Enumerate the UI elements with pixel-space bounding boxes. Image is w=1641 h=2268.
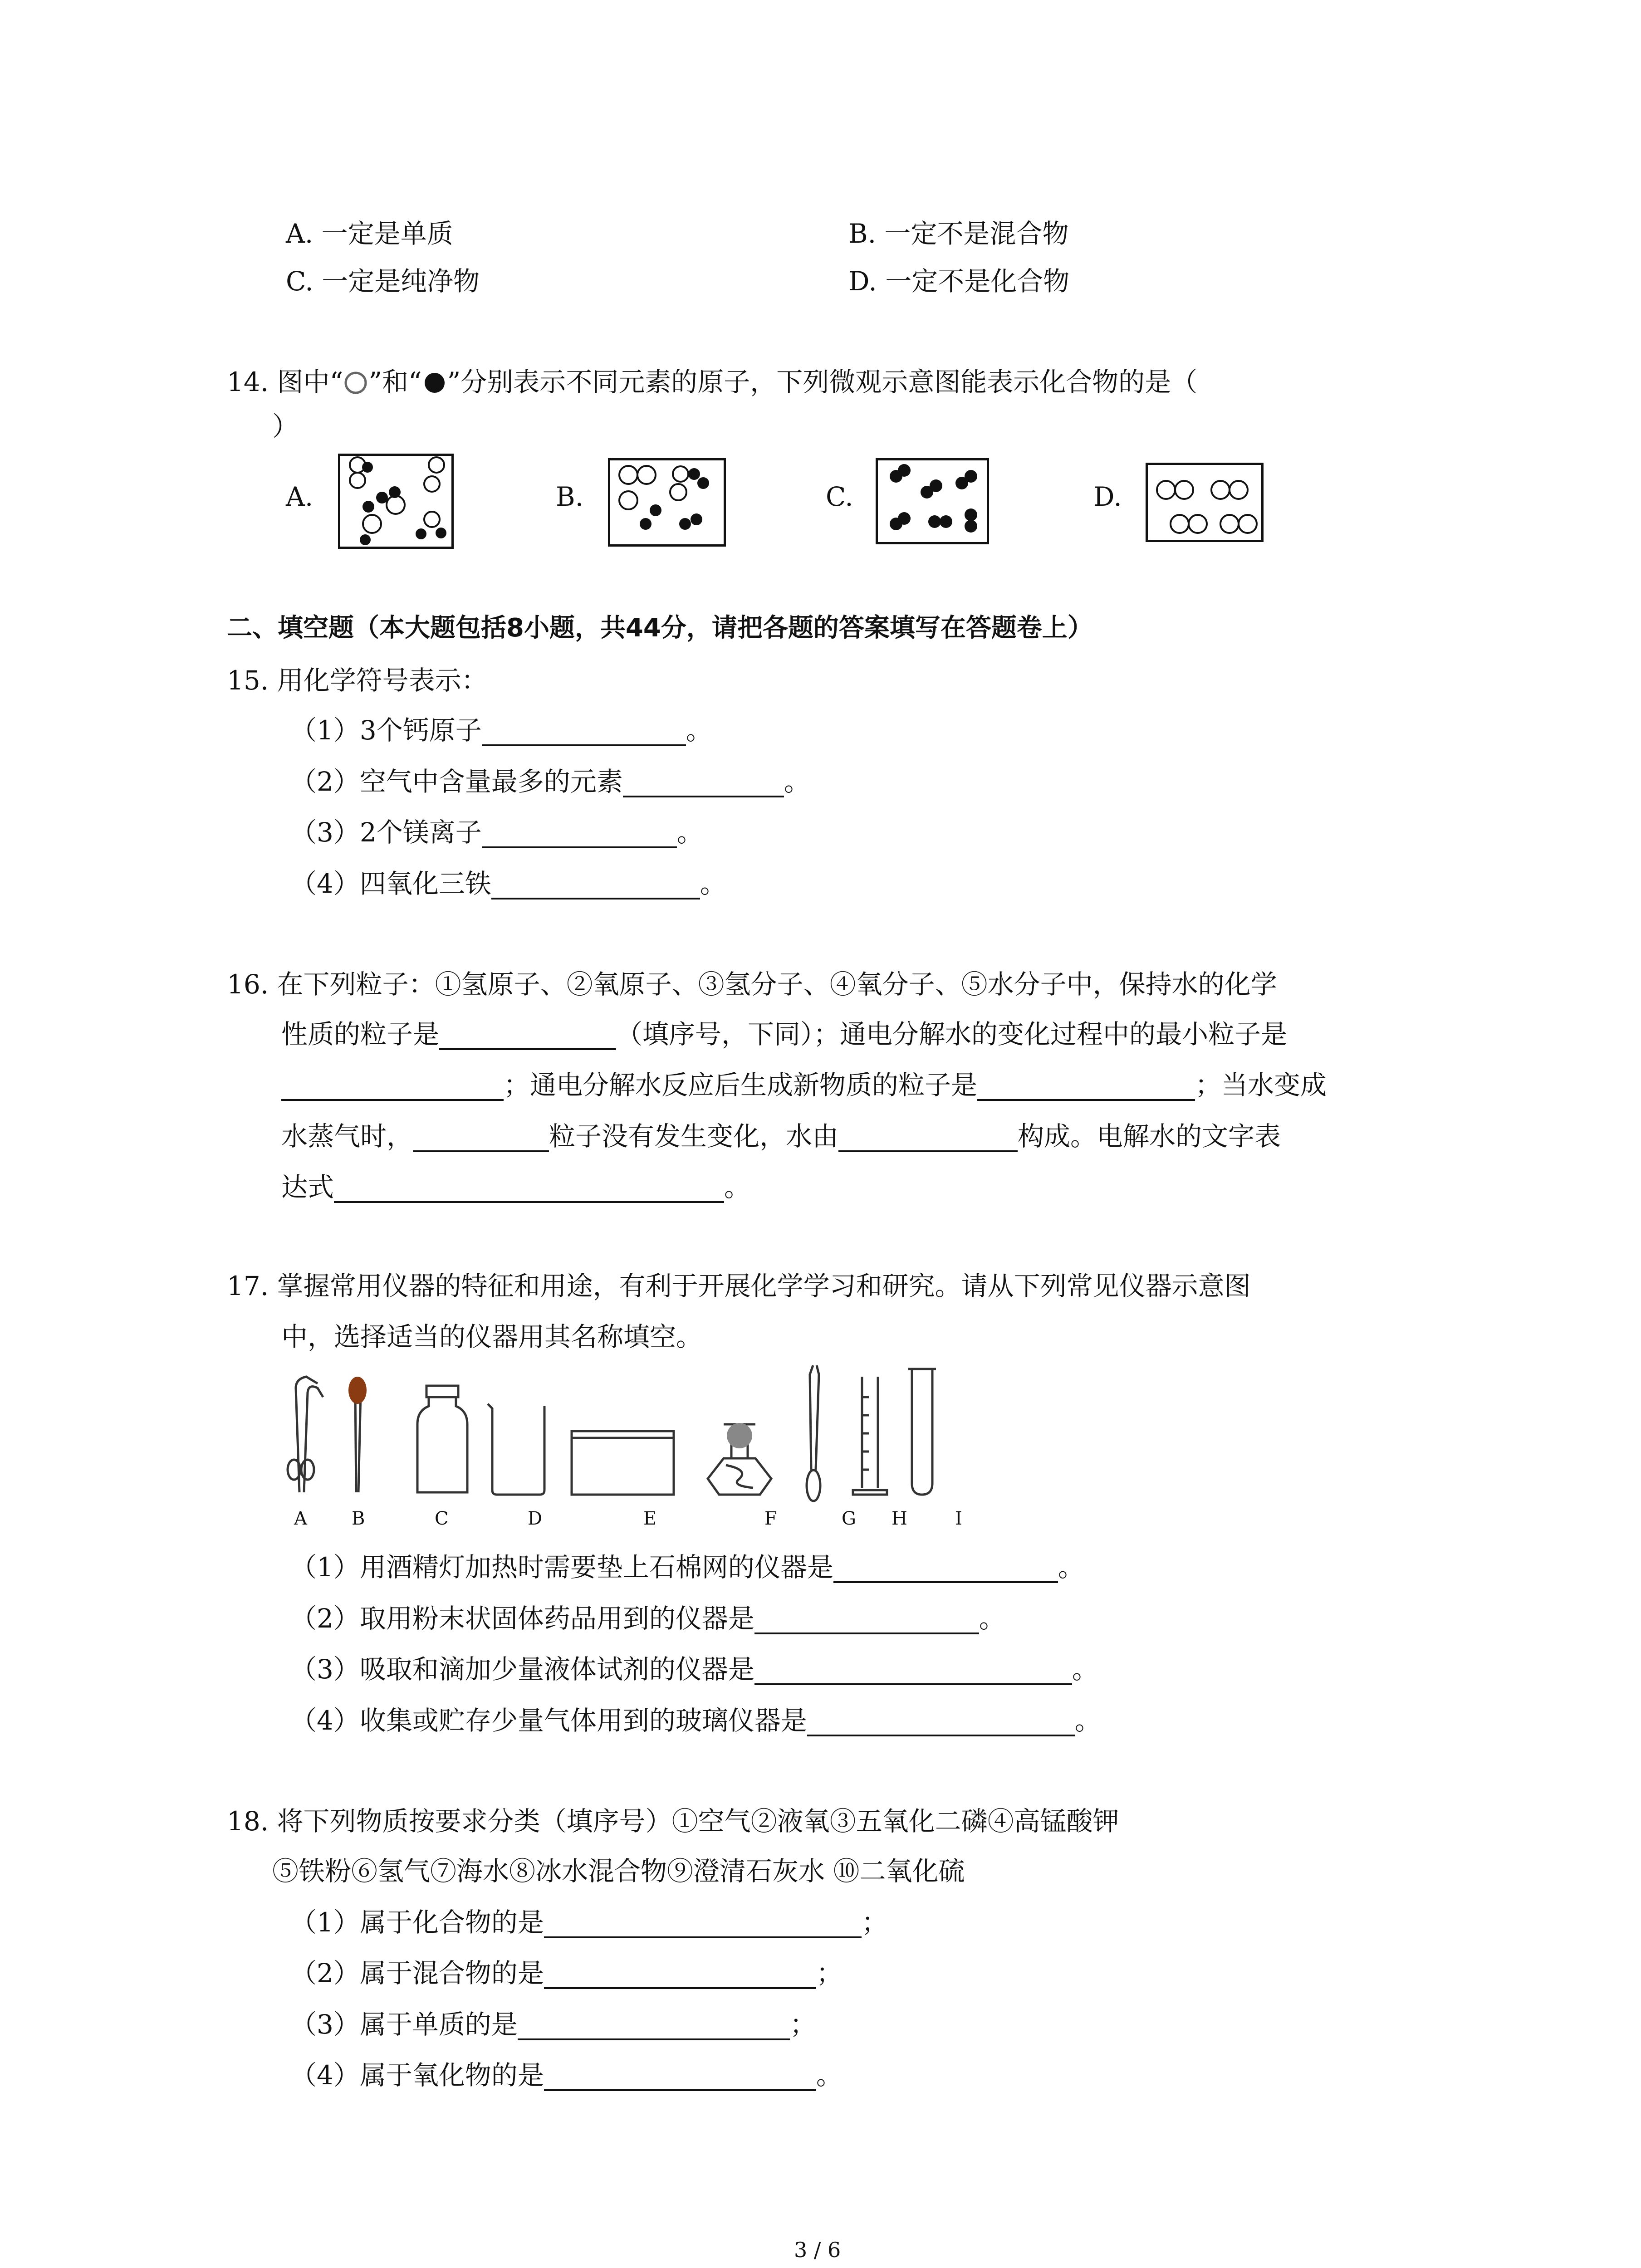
q13-option-d: D. 一定不是化合物 xyxy=(848,266,1070,297)
q17-item-2 xyxy=(290,1603,1005,1634)
q15-item-4-text: （4）四氧化三铁 xyxy=(290,868,491,899)
q15-end-4: 。 xyxy=(700,868,726,899)
q18-blank-3[interactable] xyxy=(518,2012,790,2040)
q16-line-3 xyxy=(281,1069,1327,1101)
q14-stem xyxy=(227,366,1197,398)
q15-blank-1[interactable] xyxy=(482,718,686,746)
q14-stem-part1: 14. 图中“ xyxy=(227,367,343,397)
q18-item-4 xyxy=(290,2059,843,2091)
q16-line-2a: 性质的粒子是 xyxy=(281,1019,440,1050)
q16-line-2b: （填序号，下同）；通电分解水的变化过程中的最小粒子是 xyxy=(616,1019,1288,1050)
instrument-label-c: C xyxy=(435,1508,449,1529)
particles-mixture-b xyxy=(610,460,724,544)
medicine-spoon-icon xyxy=(807,1365,820,1501)
dropper-icon xyxy=(355,1393,361,1492)
q16-blank-6[interactable] xyxy=(334,1175,724,1203)
instrument-label-f: F xyxy=(764,1508,777,1529)
q17-end-2: 。 xyxy=(979,1603,1005,1634)
q17-item-4-text: （4）收集或贮存少量气体用到的玻璃仪器是 xyxy=(290,1705,807,1736)
section-2-heading: 二、填空题（本大题包括8小题，共44分，请把各题的答案填写在答题卷上） xyxy=(227,613,1093,643)
q15-item-2 xyxy=(290,766,810,797)
particles-mixture-a xyxy=(340,456,451,547)
q18-item-1-text: （1）属于化合物的是 xyxy=(290,1907,544,1938)
q14-diagram-b xyxy=(608,458,726,547)
q16-blank-3[interactable] xyxy=(977,1073,1195,1101)
q18-end-1: ； xyxy=(861,1907,888,1938)
instrument-label-g: G xyxy=(842,1508,856,1529)
q16-blank-1[interactable] xyxy=(439,1022,616,1050)
q18-item-3 xyxy=(290,2009,816,2040)
q14-stem-part2: ”和“ xyxy=(368,367,422,397)
q18-item-2-text: （2）属于混合物的是 xyxy=(290,1958,544,1989)
q15-item-4 xyxy=(290,868,726,899)
q18-blank-1[interactable] xyxy=(544,1910,862,1938)
q14-stem-part3: ”分别表示不同元素的原子，下列微观示意图能表示化合物的是（ xyxy=(447,367,1198,397)
q15-blank-2[interactable] xyxy=(623,769,784,797)
q16-line-4a: 水蒸气时， xyxy=(281,1121,413,1152)
q17-item-3-text: （3）吸取和滴加少量液体试剂的仪器是 xyxy=(290,1654,754,1685)
q16-line-4b: 粒子没有发生变化，水由 xyxy=(549,1121,839,1152)
q18-item-1 xyxy=(290,1906,888,1938)
q14-diagram-a xyxy=(338,454,454,549)
q18-end-3: ； xyxy=(789,2009,816,2040)
instrument-label-e: E xyxy=(643,1508,657,1529)
q17-blank-4[interactable] xyxy=(807,1708,1075,1736)
q15-item-3-text: （3）2个镁离子 xyxy=(290,817,482,848)
q15-item-3 xyxy=(290,816,703,848)
q17-item-4 xyxy=(290,1705,1101,1736)
q16-blank-4[interactable] xyxy=(413,1124,549,1152)
instrument-label-i: I xyxy=(955,1508,962,1529)
instrument-label-b: B xyxy=(352,1508,365,1529)
q17-blank-2[interactable] xyxy=(754,1606,979,1634)
q18-blank-2[interactable] xyxy=(544,1961,816,1989)
instrument-label-a: A xyxy=(294,1508,307,1529)
graduated-cylinder-icon xyxy=(853,1377,887,1495)
q15-item-1-text: （1）3个钙原子 xyxy=(290,715,482,746)
q17-item-3 xyxy=(290,1653,1098,1685)
q15-stem: 15. 用化学符号表示： xyxy=(227,665,488,696)
white-atom-icon xyxy=(343,370,368,396)
q17-blank-1[interactable] xyxy=(833,1555,1058,1583)
q18-blank-4[interactable] xyxy=(544,2063,816,2091)
q16-line-5a: 达式 xyxy=(281,1172,334,1202)
q16-line-5b: 。 xyxy=(724,1172,751,1202)
q18-line-2: ⑤铁粉⑥氢气⑦海水⑧冰水混合物⑨澄清石灰水 ⑩二氧化硫 xyxy=(272,1856,965,1887)
q17-line-2: 中，选择适当的仪器用其名称填空。 xyxy=(281,1321,703,1352)
q14-stem-line2: ） xyxy=(272,411,299,442)
q13-option-b: B. 一定不是混合物 xyxy=(848,218,1069,249)
q16-blank-5[interactable] xyxy=(838,1124,1018,1152)
q14-label-a: A. xyxy=(286,481,314,512)
crucible-tongs-icon xyxy=(288,1377,323,1492)
instrument-label-d: D xyxy=(528,1508,543,1529)
page-number: 3 / 6 xyxy=(794,2238,841,2262)
q15-end-1: 。 xyxy=(686,715,712,746)
beaker-icon xyxy=(488,1404,544,1495)
q18-end-2: ； xyxy=(816,1958,843,1989)
gas-bottle-icon xyxy=(417,1386,467,1492)
q18-item-3-text: （3）属于单质的是 xyxy=(290,2009,518,2040)
q18-line-1: 18. 将下列物质按要求分类（填序号）①空气②液氧③五氧化二磷④高锰酸钾 xyxy=(227,1806,1119,1837)
q16-line-1: 16. 在下列粒子：①氢原子、②氧原子、③氢分子、④氧分子、⑤水分子中，保持水的化学 xyxy=(227,969,1277,1000)
q15-end-2: 。 xyxy=(784,766,810,797)
q15-blank-4[interactable] xyxy=(491,871,700,899)
q18-item-2 xyxy=(290,1957,843,1989)
black-atom-icon xyxy=(422,370,447,396)
q14-label-c: C. xyxy=(826,481,853,512)
q17-line-1: 17. 掌握常用仪器的特征和用途，有利于开展化学学习和研究。请从下列常见仪器示意图 xyxy=(227,1271,1251,1301)
q17-item-2-text: （2）取用粉末状固体药品用到的仪器是 xyxy=(290,1603,754,1634)
lab-instruments-figure xyxy=(272,1356,980,1506)
particles-compound-c xyxy=(878,460,987,542)
q16-line-3b: ；当水变成 xyxy=(1195,1070,1327,1100)
q13-option-c: C. 一定是纯净物 xyxy=(286,266,480,297)
q16-line-2 xyxy=(281,1018,1287,1050)
q15-item-1 xyxy=(290,714,712,746)
q15-blank-3[interactable] xyxy=(482,820,677,848)
q14-diagram-c xyxy=(876,458,989,544)
q15-item-2-text: （2）空气中含量最多的元素 xyxy=(290,766,623,797)
instrument-label-h: H xyxy=(892,1508,907,1529)
q16-line-4 xyxy=(281,1120,1281,1152)
q14-label-d: D. xyxy=(1093,481,1122,512)
q16-line-4c: 构成。电解水的文字表 xyxy=(1018,1121,1281,1152)
q16-line-5 xyxy=(281,1171,750,1203)
q17-end-4: 。 xyxy=(1074,1705,1101,1736)
q17-blank-3[interactable] xyxy=(754,1657,1072,1685)
q17-end-1: 。 xyxy=(1058,1552,1084,1583)
q16-line-3a: ；通电分解水反应后生成新物质的粒子是 xyxy=(504,1070,978,1100)
q14-diagram-d xyxy=(1146,463,1264,542)
test-tube-icon xyxy=(908,1369,936,1495)
q14-label-b: B. xyxy=(556,481,584,512)
q18-item-4-text: （4）属于氧化物的是 xyxy=(290,2060,544,2091)
q16-blank-2[interactable] xyxy=(281,1073,504,1101)
q18-end-4: 。 xyxy=(816,2060,843,2091)
q17-item-1-text: （1）用酒精灯加热时需要垫上石棉网的仪器是 xyxy=(290,1552,833,1583)
q15-end-3: 。 xyxy=(676,817,703,848)
q13-option-a: A. 一定是单质 xyxy=(286,218,453,249)
q17-end-3: 。 xyxy=(1072,1654,1098,1685)
particles-element-d xyxy=(1148,465,1261,540)
q17-item-1 xyxy=(290,1551,1084,1583)
trough-icon xyxy=(572,1431,674,1495)
